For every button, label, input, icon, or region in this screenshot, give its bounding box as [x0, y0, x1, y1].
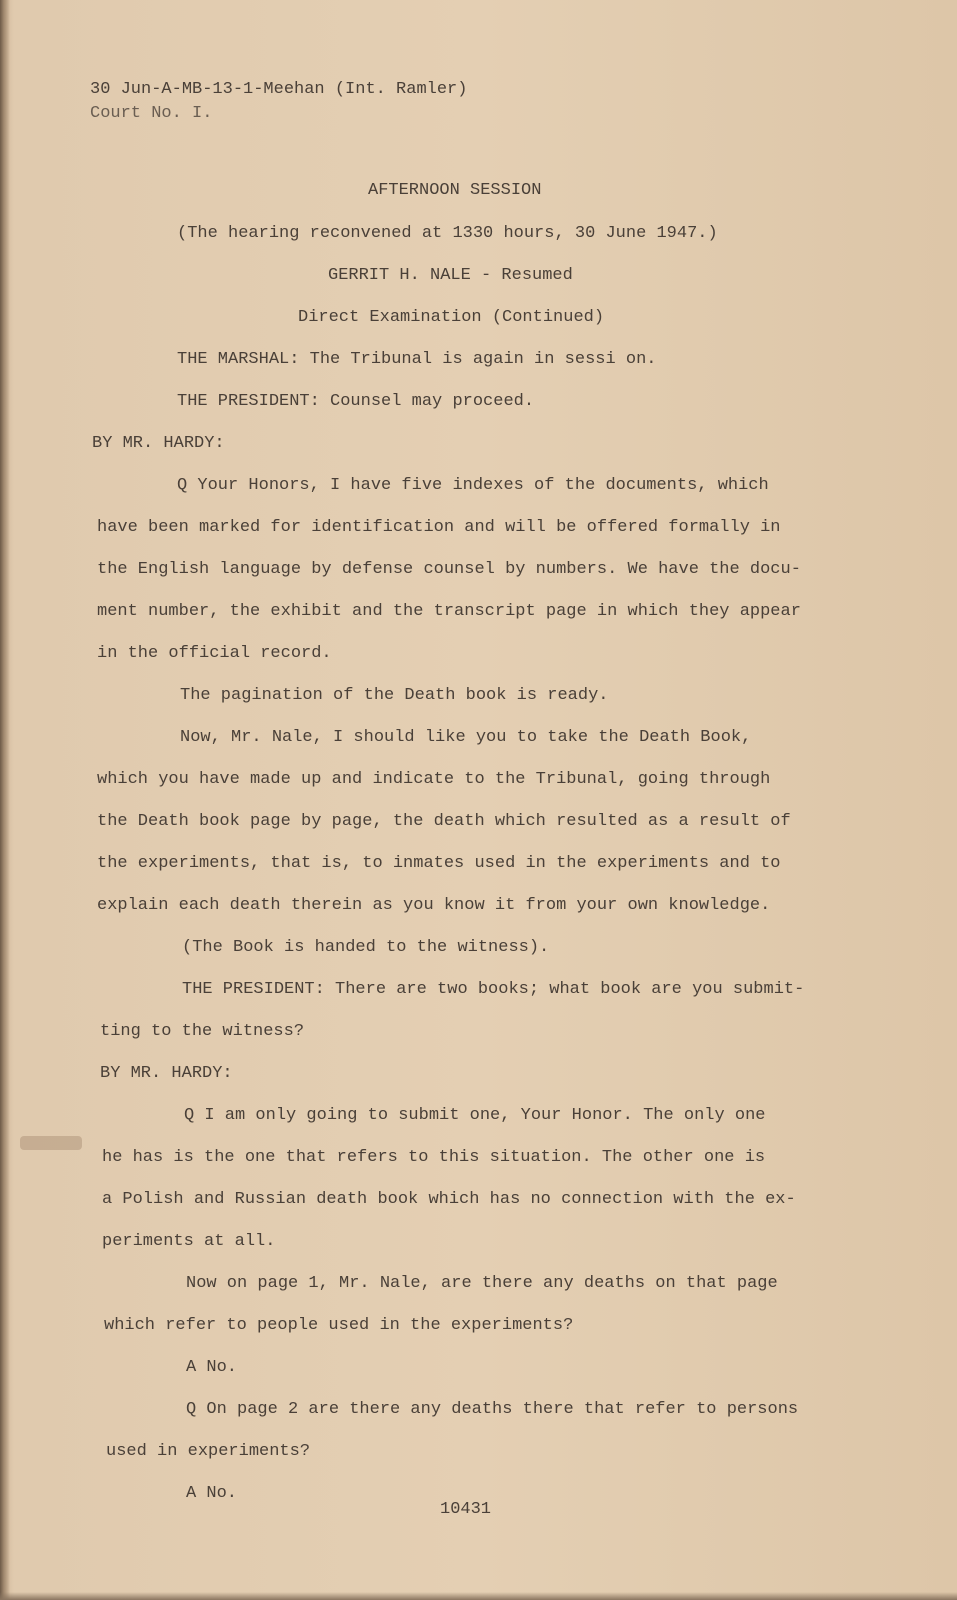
text-line: Q Your Honors, I have five indexes of the documents, which: [177, 476, 769, 495]
text-line: explain each death therein as you know it from your own knowledge.: [97, 896, 771, 915]
page-bottom-edge: [0, 1592, 957, 1600]
text-line: Q I am only going to submit one, Your Honor. The only one: [184, 1106, 766, 1125]
page-left-edge: [0, 0, 10, 1600]
text-line: THE PRESIDENT: There are two books; what book are you submit-: [182, 980, 805, 999]
text-line: THE MARSHAL: The Tribunal is again in sessi on.: [177, 350, 657, 369]
text-line: ment number, the exhibit and the transcript page in which they appear: [97, 602, 801, 621]
header-reference: 30 Jun-A-MB-13-1-Meehan (Int. Ramler): [90, 80, 468, 99]
text-line: Q On page 2 are there any deaths there that refer to persons: [186, 1400, 799, 1419]
text-line: periments at all.: [102, 1232, 276, 1251]
answer-line: A No.: [186, 1358, 238, 1377]
text-line: the English language by defense counsel by numbers. We have the docu-: [97, 560, 801, 579]
header-court: Court No. I.: [90, 104, 213, 123]
speaker-heading: BY MR. HARDY:: [100, 1064, 233, 1083]
text-line: have been marked for identification and will be offered formally in: [97, 518, 781, 537]
text-line: Now, Mr. Nale, I should like you to take the Death Book,: [180, 728, 752, 747]
text-line: in the official record.: [97, 644, 332, 663]
examination-heading: Direct Examination (Continued): [298, 308, 605, 327]
text-line: the experiments, that is, to inmates used in the experiments and to: [97, 854, 781, 873]
speaker-heading: BY MR. HARDY:: [92, 434, 225, 453]
text-line: The pagination of the Death book is ready.: [180, 686, 609, 705]
text-line: a Polish and Russian death book which has no connection with the ex-: [102, 1190, 796, 1209]
text-line: (The Book is handed to the witness).: [182, 938, 550, 957]
text-line: which refer to people used in the experiments?: [104, 1316, 574, 1335]
hearing-note: (The hearing reconvened at 1330 hours, 30 June 1947.): [177, 224, 718, 243]
text-line: ting to the witness?: [100, 1022, 305, 1041]
text-line: THE PRESIDENT: Counsel may proceed.: [177, 392, 535, 411]
answer-line: A No.: [186, 1484, 238, 1503]
text-line: used in experiments?: [106, 1442, 311, 1461]
paper-stain: [20, 1136, 82, 1150]
text-line: the Death book page by page, the death which resulted as a result of: [97, 812, 791, 831]
session-title: AFTERNOON SESSION: [368, 181, 542, 200]
witness-name: GERRIT H. NALE - Resumed: [328, 266, 573, 285]
text-line: Now on page 1, Mr. Nale, are there any deaths on that page: [186, 1274, 778, 1293]
text-line: he has is the one that refers to this situation. The other one is: [102, 1148, 766, 1167]
text-line: which you have made up and indicate to the Tribunal, going through: [97, 770, 771, 789]
page-number: 10431: [440, 1500, 492, 1519]
